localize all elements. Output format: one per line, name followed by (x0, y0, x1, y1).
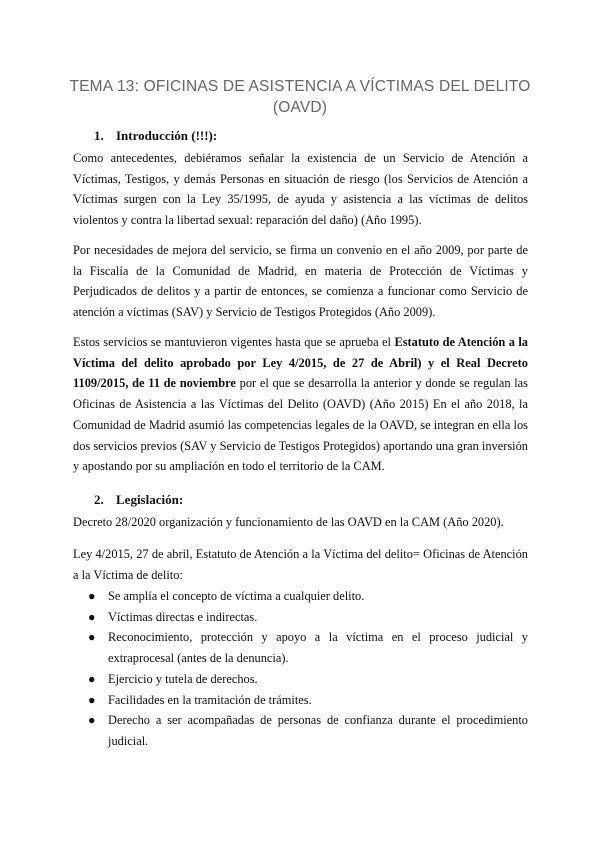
section-1-paragraph-3 (73, 332, 528, 477)
list-item (73, 690, 528, 711)
section-1-paragraph-3-bold: Estatuto de Atención a la Víctima del delito aprobado por Ley 4/2015, de 27 de Abril) y el Real Decreto 1109/2015, de 11 de noviembre (73, 335, 529, 391)
page-title (60, 76, 540, 118)
list-item (73, 710, 528, 751)
bullet-icon: ● (88, 713, 96, 728)
bullet-icon: ● (88, 589, 96, 603)
section-2-heading (94, 491, 183, 509)
list-item (73, 586, 528, 607)
list-item-text: Facilidades en la tramitación de trámites. (108, 692, 312, 707)
bullet-icon: ● (88, 609, 96, 624)
list-item-text: Víctimas directas e indirectas. (108, 609, 258, 624)
section-2-paragraph-1: Decreto 28/2020 organización y funcionamiento de las OAVD en la CAM (Año 2020). (73, 515, 504, 529)
section-1-paragraph-1: Como antecedentes, debiéramos señalar la existencia de un Servicio de Atención a Víctimas, Testigos, y demás Personas en situación de riesgo (los Servicios de Atención a Víctimas surgen con la Ley 35/1995, de ayuda y asistencia a las víctimas de delitos violentos y contra la libertad sexual: reparación del daño) (Año 1995). (73, 151, 528, 228)
list-item (73, 627, 528, 668)
list-item-text: Reconocimiento, protección y apoyo a la víctima en el proceso judicial y extraprocesal (antes de la denuncia). (108, 630, 528, 666)
list-item (73, 607, 528, 628)
section-1-title: Introducción (!!!): (116, 128, 218, 143)
section-2-paragraph-2: Ley 4/2015, 27 de abril, Estatuto de Atención a la Víctima del delito= Oficinas de Atención a la Víctima de delito: (73, 547, 528, 582)
page-title-line-2: (OAVD) (272, 99, 328, 116)
section-1-paragraph-2: Por necesidades de mejora del servicio, se firma un convenio en el año 2009, por parte de la Fiscalía de la Comunidad de Madrid, en materia de Protección de Víctimas y Perjudicados de delitos y a partir de entonces, se comienza a funcionar como Servicio de atención a víctimas (SAV) y Servicio de Testigos Protegidos (Año 2009). (73, 243, 528, 320)
section-2-title: Legislación: (116, 492, 184, 507)
section-1-paragraph-3-start: Estos servicios se mantuvieron vigentes hasta que se aprueba el (73, 335, 395, 349)
list-item-text: Derecho a ser acompañadas de personas de confianza durante el procedimiento judicial. (108, 713, 528, 748)
list-item-text: Se amplía el concepto de víctima a cualquier delito. (108, 589, 365, 603)
section-1-number: 1. (94, 128, 104, 143)
section-1-heading (94, 127, 217, 145)
bullet-icon: ● (88, 692, 96, 707)
section-1-paragraph-3-end: por el que se desarrolla la anterior y donde se regulan las Oficinas de Asistencia a las Víctimas del Delito (OAVD) (Año 2015) En el año 2018, la Comunidad de Madrid asumió las competencias legales de la OAVD, se integran en ella los dos servicios previos (SAV y Servicio de Testigos Protegidos) aportando una gran inversión y apostando por su ampliación en todo el territorio de la CAM. (73, 376, 528, 474)
list-item-text: Ejercicio y tutela de derechos. (108, 671, 258, 686)
page-title-line-1: TEMA 13: OFICINAS DE ASISTENCIA A VÍCTIMAS DEL DELITO (69, 78, 531, 95)
section-2-number: 2. (94, 492, 104, 507)
list-item (73, 669, 528, 690)
bullet-icon: ● (88, 630, 96, 645)
rights-bullet-list (73, 586, 528, 752)
bullet-icon: ● (88, 671, 96, 686)
